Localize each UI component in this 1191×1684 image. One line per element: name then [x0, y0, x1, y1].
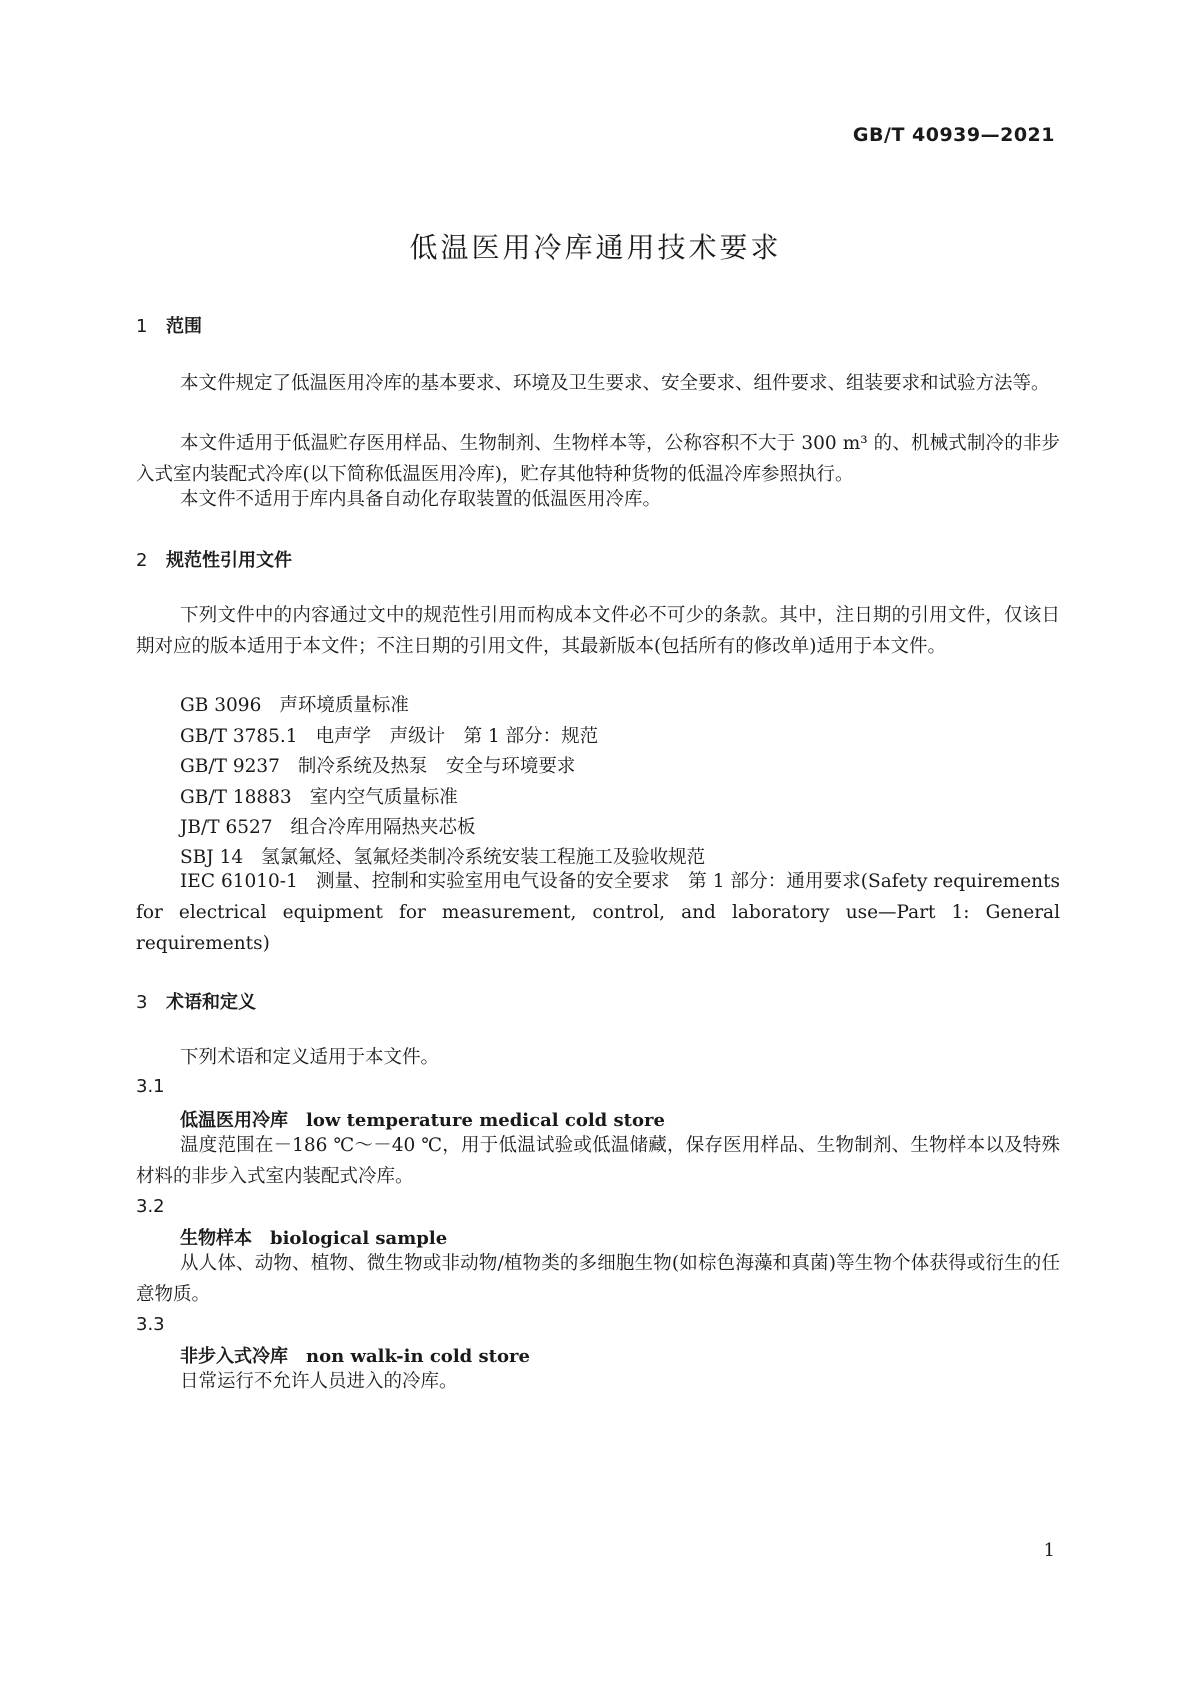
term-definition: 温度范围在－186 ℃～－40 ℃，用于低温试验或低温储藏，保存医用样品、生物制剂、生物样本以及特殊材料的非步入式室内装配式冷库。 — [136, 1135, 1060, 1187]
reference-item — [180, 813, 476, 839]
reference-code: GB/T 9237 — [180, 756, 280, 777]
term-definition: 日常运行不允许人员进入的冷库。 — [180, 1371, 458, 1392]
reference-name: 制冷系统及热泵 安全与环境要求 — [297, 756, 576, 777]
term-name-zh: 低温医用冷库 — [180, 1110, 288, 1131]
section-1-heading — [136, 312, 202, 338]
reference-name: 组合冷库用隔热夹芯板 — [290, 817, 476, 838]
term-name-zh: 生物样本 — [180, 1228, 252, 1249]
section-3-heading — [136, 988, 256, 1014]
section-number: 2 — [136, 550, 148, 571]
reference-item-long — [136, 866, 1060, 959]
section-number: 3 — [136, 992, 148, 1013]
reference-code: SBJ 14 — [180, 847, 244, 868]
term-name-zh: 非步入式冷库 — [180, 1346, 288, 1367]
section-title: 术语和定义 — [166, 992, 256, 1013]
paragraph: 下列术语和定义适用于本文件。 — [180, 1047, 440, 1068]
term-name-en: low temperature medical cold store — [306, 1110, 665, 1131]
term-definition: 从人体、动物、植物、微生物或非动物/植物类的多细胞生物(如棕色海藻和真菌)等生物个体获得或衍生的任意物质。 — [136, 1253, 1060, 1305]
paragraph: 下列文件中的内容通过文中的规范性引用而构成本文件必不可少的条款。其中，注日期的引用文件，仅该日期对应的版本适用于本文件；不注日期的引用文件，其最新版本(包括所有的修改单)适用于本文件。 — [136, 605, 1060, 657]
reference-code: GB 3096 — [180, 695, 262, 716]
term-number: 3.3 — [136, 1314, 165, 1335]
reference-code: GB/T 18883 — [180, 787, 292, 808]
page-number: 1 — [1043, 1540, 1055, 1561]
reference-code: GB/T 3785.1 — [180, 726, 298, 747]
reference-name: 氢氯氟烃、氢氟烃类制冷系统安装工程施工及验收规范 — [261, 847, 706, 868]
term-name — [180, 1106, 665, 1132]
reference-item — [180, 722, 598, 748]
term-name-en: non walk-in cold store — [306, 1346, 530, 1367]
section-2-heading — [136, 546, 292, 572]
paragraph: 本文件不适用于库内具备自动化存取装置的低温医用冷库。 — [180, 489, 662, 510]
section-number: 1 — [136, 316, 148, 337]
reference-name: 声环境质量标准 — [279, 695, 409, 716]
reference-name: 测量、控制和实验室用电气设备的安全要求 第 1 部分：通用要求(Safety requirements for electrical equipment for measurement, control, and laboratory use—Part 1: General requirements) — [136, 871, 1060, 954]
reference-item — [180, 783, 458, 809]
document-code: GB/T 40939—2021 — [852, 124, 1055, 146]
reference-item — [180, 691, 409, 717]
reference-code: JB/T 6527 — [180, 817, 273, 838]
term-name — [180, 1224, 447, 1250]
term-name — [180, 1342, 530, 1368]
reference-name: 室内空气质量标准 — [309, 787, 458, 808]
section-title: 范围 — [166, 316, 202, 337]
reference-name: 电声学 声级计 第 1 部分：规范 — [315, 726, 599, 747]
term-number: 3.1 — [136, 1076, 165, 1097]
section-title: 规范性引用文件 — [166, 550, 292, 571]
term-number: 3.2 — [136, 1196, 165, 1217]
paragraph: 本文件规定了低温医用冷库的基本要求、环境及卫生要求、安全要求、组件要求、组装要求和试验方法等。 — [180, 373, 1050, 394]
reference-code: IEC 61010-1 — [180, 871, 298, 892]
term-name-en: biological sample — [270, 1228, 448, 1249]
paragraph: 本文件适用于低温贮存医用样品、生物制剂、生物样本等，公称容积不大于 300 m³ 的、机械式制冷的非步入式室内装配式冷库(以下简称低温医用冷库)，贮存其他特种货物的低温冷库参照执行。 — [136, 433, 1060, 485]
reference-item — [180, 752, 575, 778]
document-title: 低温医用冷库通用技术要求 — [409, 231, 782, 264]
